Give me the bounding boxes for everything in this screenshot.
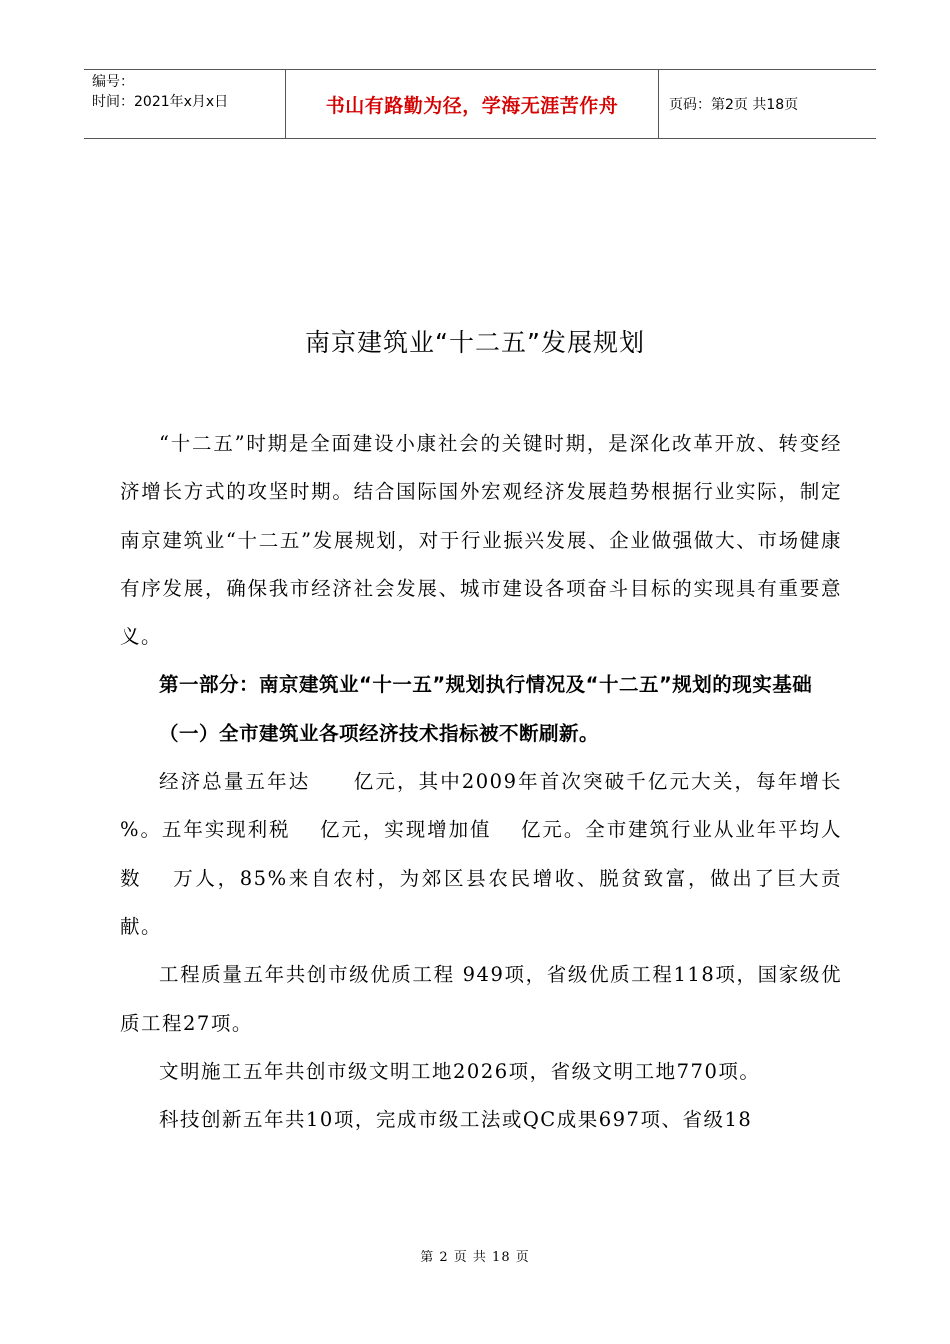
document-time-label: 时间：2021年x月x日 xyxy=(92,94,229,110)
document-body xyxy=(120,420,864,1144)
economy-paragraph: 经济总量五年达 亿元，其中2009年首次突破千亿元大关，每年增长 %。五年实现利税 亿元，实现增加值 亿元。全市建筑行业从业年平均人数 万人，85%来自农村，为郊区县农民增收、脱贫致富，做出了巨大贡献。 xyxy=(120,770,864,938)
header-motto: 书山有路勤为径，学海无涯苦作舟 xyxy=(325,94,619,117)
quality-paragraph: 工程质量五年共创市级优质工程 949项，省级优质工程118项，国家级优质工程27项。 xyxy=(120,963,842,1035)
intro-paragraph: “十二五”时期是全面建设小康社会的关键时期，是深化改革开放、转变经济增长方式的攻坚时期。结合国际国外宏观经济发展趋势根据行业实际，制定南京建筑业“十二五”发展规划，对于行业振兴发展、企业做强做大、市场健康有序发展，确保我市经济社会发展、城市建设各项奋斗目标的实现具有重要意义。 xyxy=(120,432,842,649)
document-number-label: 编号： xyxy=(92,74,134,90)
header-page-info: 页码：第2页 共18页 xyxy=(669,97,799,113)
page-header xyxy=(84,69,876,139)
header-motto-cell xyxy=(286,70,659,138)
header-meta-cell xyxy=(84,70,286,138)
section-heading: 第一部分：南京建筑业“十一五”规划执行情况及“十二五”规划的现实基础 xyxy=(159,673,813,697)
civilized-construction-paragraph: 文明施工五年共创市级文明工地2026项，省级文明工地770项。 xyxy=(159,1059,761,1083)
header-page-cell xyxy=(659,70,876,138)
subsection-heading: （一）全市建筑业各项经济技术指标被不断刷新。 xyxy=(159,721,600,745)
page-footer: 第 2 页 共 18 页 xyxy=(420,1250,530,1265)
document-title: 南京建筑业“十二五”发展规划 xyxy=(305,328,645,357)
innovation-paragraph: 科技创新五年共10项，完成市级工法或QC成果697项、省级18 xyxy=(159,1108,753,1132)
